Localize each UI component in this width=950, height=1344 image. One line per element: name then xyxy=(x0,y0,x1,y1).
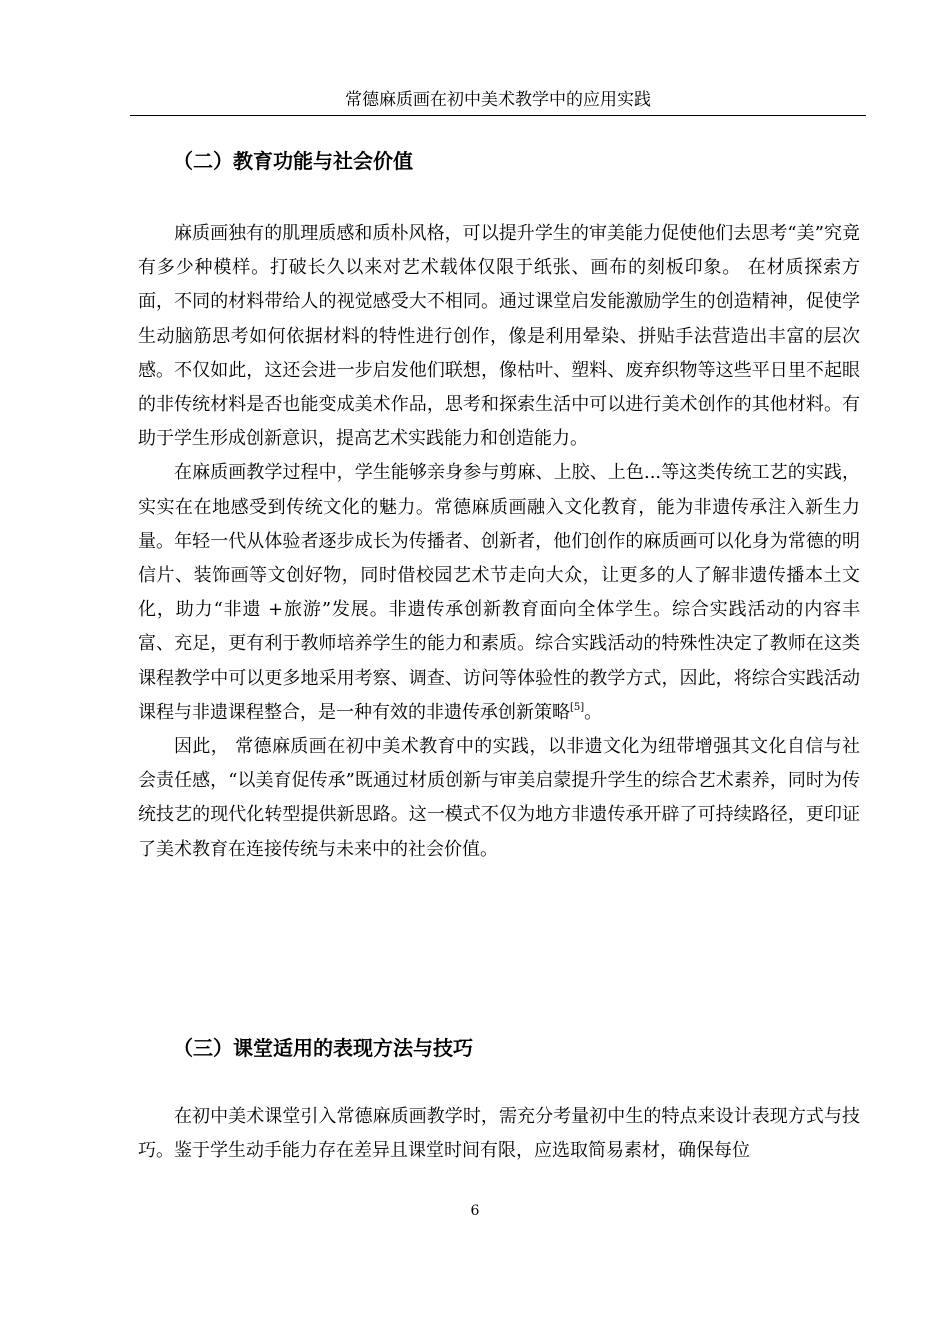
paragraph-text: 在麻质画教学过程中，学生能够亲身参与剪麻、上胶、上色...等这类传统工艺的实践，实实在在地感受到传统文化的魅力。常德麻质画融入文化教育，能为非遗传承注入新生力量。年轻一代从体验者逐步成长为传播者、创新者，他们创作的麻质画可以化身为常德的明信片、装饰画等文创好物，同时借校园艺术节走向大众，让更多的人了解非遗传播本土文化，助力“非遗 +旅游”发展。非遗传承创新教育面向全体学生。综合实践活动的内容丰富、充足，更有利于教师培养学生的能力和素质。综合实践活动的特殊性决定了教师在这类课程教学中可以更多地采用考察、调查、访问等体验性的教学方式，因此，将综合实践活动课程与非遗课程整合，是一种有效的非遗传承创新策略 xyxy=(138,462,860,723)
section-heading-education-value: （二）教育功能与社会价值 xyxy=(173,149,413,173)
section-body-education-value xyxy=(138,217,860,867)
page-number: 6 xyxy=(470,1203,480,1219)
paragraph: 因此， 常德麻质画在初中美术教育中的实践，以非遗文化为纽带增强其文化自信与社会责任感，“以美育促传承”既通过材质创新与审美启蒙提升学生的综合艺术素养，同时为传统技艺的现代化转型提供新思路。这一模式不仅为地方非遗传承开辟了可持续路径，更印证了美术教育在连接传统与未来中的社会价值。 xyxy=(138,736,860,860)
running-header: 常德麻质画在初中美术教学中的应用实践 xyxy=(130,88,866,116)
paragraph-end: 。 xyxy=(584,701,603,723)
paragraph xyxy=(138,456,860,730)
paragraph: 麻质画独有的肌理质感和质朴风格，可以提升学生的审美能力促使他们去思考“美”究竟有多少种模样。打破长久以来对艺术载体仅限于纸张、画布的刻板印象。 在材质探索方面，不同的材料带给人的视觉感受大不相同。通过课堂启发能激励学生的创造精神，促使学生动脑筋思考如何依据材料的特性进行创作，像是利用晕染、拼贴手法营造出丰富的层次感。不仅如此，这还会进一步启发他们联想，像枯叶、塑料、废弃织物等这些平日里不起眼的非传统材料是否也能变成美术作品，思考和探索生活中可以进行美术创作的其他材料。有助于学生形成创新意识，提高艺术实践能力和创造能力。 xyxy=(138,223,860,450)
citation-reference: [5] xyxy=(570,701,585,713)
paragraph: 在初中美术课堂引入常德麻质画教学时，需充分考量初中生的特点来设计表现方式与技巧。鉴于学生动手能力存在差异且课堂时间有限，应选取简易素材，确保每位 xyxy=(138,1106,860,1162)
section-body-classroom-methods xyxy=(138,1100,860,1168)
section-heading-classroom-methods: （三）课堂适用的表现方法与技巧 xyxy=(173,1036,473,1060)
